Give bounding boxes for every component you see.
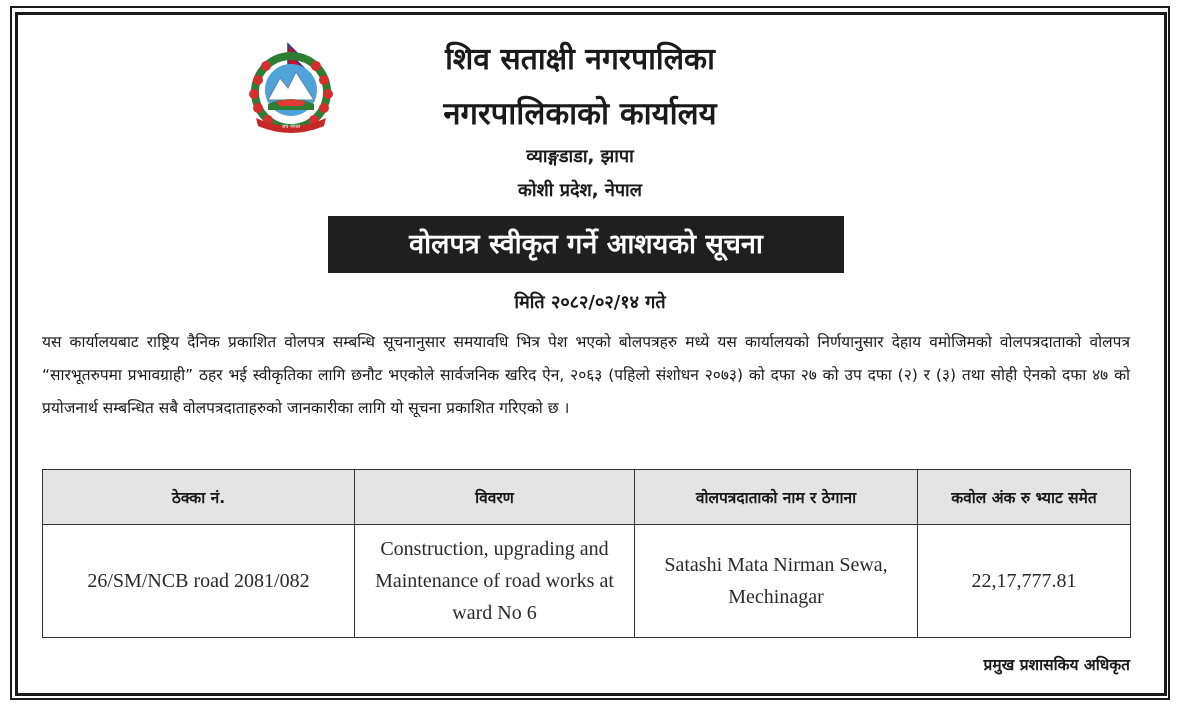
header-bidder: वोलपत्रदाताको नाम र ठेगाना — [635, 470, 918, 525]
table-header-row — [43, 470, 1131, 525]
office-name: नगरपालिकाको कार्यालय — [443, 96, 717, 132]
municipality-name: शिव सताक्षी नगरपालिका — [445, 42, 715, 77]
address-line-1: व्याङ्गडाडा, झापा — [526, 146, 634, 167]
table-row — [43, 525, 1131, 638]
emblem-motto: जय नेपाल — [281, 124, 301, 130]
cell-amount: 22,17,777.81 — [918, 525, 1131, 638]
notice-body: यस कार्यालयबाट राष्ट्रिय दैनिक प्रकाशित वोलपत्र सम्बन्धि सूचनानुसार समयावधि भित्र पेश भएको बोलपत्रहरु मध्ये यस कार्यालयको निर्णयानुसार देहाय वमोजिमको वोलपत्रदाताको वोलपत्र “सारभूतरुपमा प्रभावग्राही” ठहर भई स्वीकृतिका लागि छनौट भएकोले सार्वजनिक खरिद ऐन, २०६३ (पहिलो संशोधन २०७३) को दफा २७ को उप दफा (२) र (३) तथा सोही ऐनको दफा ४७ को प्रयोजनार्थ सम्बन्धित सबै वोलपत्रदाताहरुको जानकारीका लागि यो सूचना प्रकाशित गरिएको छ । — [42, 333, 1130, 417]
bid-table — [42, 469, 1131, 638]
notice-date: मिति २०८२/०२/१४ गते — [514, 292, 666, 313]
signatory-title: प्रमुख प्रशासकिय अधिकृत — [983, 656, 1130, 674]
header-contract-no: ठेक्का नं. — [43, 470, 355, 525]
address-line-2: कोशी प्रदेश, नेपाल — [518, 180, 642, 201]
cell-description: Construction, upgrading and Maintenance of road works at ward No 6 — [355, 525, 635, 638]
header-amount: कवोल अंक रु भ्याट समेत — [918, 470, 1131, 525]
header-description: विवरण — [355, 470, 635, 525]
cell-bidder: Satashi Mata Nirman Sewa, Mechinagar — [635, 525, 918, 638]
notice-title-banner: वोलपत्र स्वीकृत गर्ने आशयको सूचना — [328, 216, 844, 273]
cell-contract-no: 26/SM/NCB road 2081/082 — [43, 525, 355, 638]
